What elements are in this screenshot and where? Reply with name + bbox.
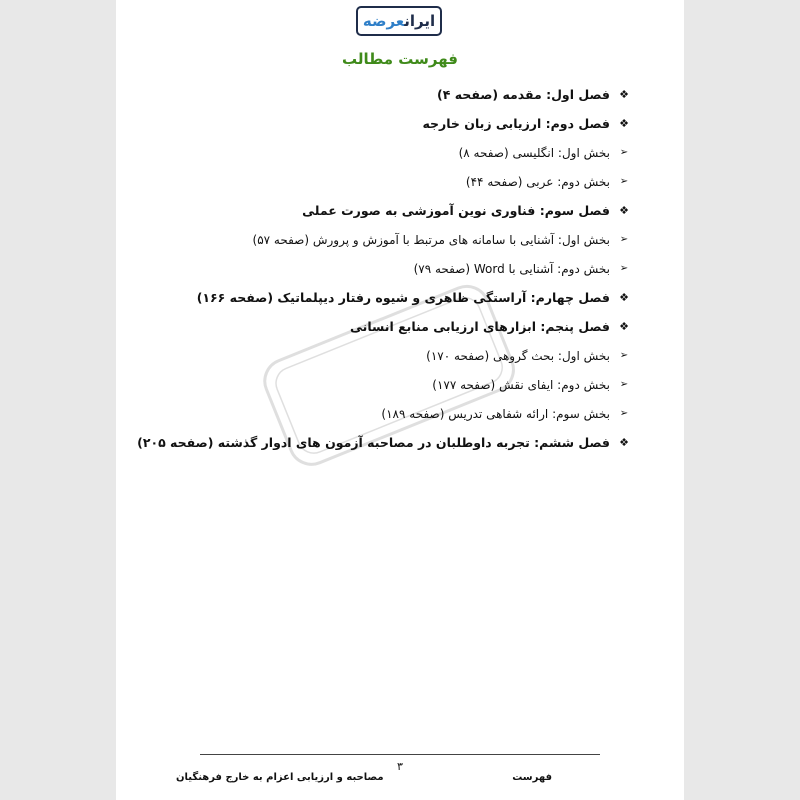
toc-item-label: بخش اول: بحث گروهی (صفحه ۱۷۰) [426, 348, 610, 363]
arrow-bullet-icon: ➢ [619, 379, 629, 390]
toc-item[interactable] [162, 312, 632, 341]
toc-item[interactable] [162, 399, 632, 428]
toc-item-label: بخش اول: انگلیسی (صفحه ۸) [458, 145, 610, 160]
arrow-bullet-icon: ➢ [619, 350, 629, 361]
toc-item[interactable] [162, 254, 632, 283]
footer-divider [200, 754, 600, 755]
toc-item[interactable] [162, 225, 632, 254]
toc-item[interactable] [162, 283, 632, 312]
toc-item-label: فصل سوم: فناوری نوین آموزشی به صورت عملی [302, 203, 610, 218]
toc-item-label: فصل پنجم: ابزارهای ارزیابی منابع انسانی [350, 319, 610, 334]
toc-item-label: فصل ششم: تجربه داوطلبان در مصاحبه آزمون های ادوار گذشته (صفحه ۲۰۵) [137, 435, 610, 450]
toc-item-label: فصل اول: مقدمه (صفحه ۴) [437, 87, 610, 102]
toc-item-label: بخش دوم: ایفای نقش (صفحه ۱۷۷) [432, 377, 610, 392]
toc-item-label: بخش دوم: آشنایی با Word (صفحه ۷۹) [413, 261, 610, 276]
document-page [116, 0, 684, 800]
diamond-bullet-icon: ❖ [619, 117, 629, 130]
toc-item[interactable] [162, 341, 632, 370]
page-number: ۳ [397, 760, 403, 773]
toc-item-label: بخش سوم: ارائه شفاهی تدریس (صفحه ۱۸۹) [381, 406, 610, 421]
diamond-bullet-icon: ❖ [619, 320, 629, 333]
diamond-bullet-icon: ❖ [619, 204, 629, 217]
toc-item-label: فصل چهارم: آراستگی ظاهری و شیوه رفتار دیپلماتیک (صفحه ۱۶۶) [196, 290, 610, 305]
table-of-contents [137, 80, 632, 457]
site-logo [356, 6, 442, 36]
logo-text: ایرانعرضه [362, 12, 436, 30]
diamond-bullet-icon: ❖ [619, 291, 629, 304]
toc-item[interactable] [137, 428, 632, 457]
toc-item[interactable] [162, 80, 632, 109]
arrow-bullet-icon: ➢ [619, 234, 629, 245]
diamond-bullet-icon: ❖ [619, 436, 629, 449]
arrow-bullet-icon: ➢ [619, 408, 629, 419]
toc-item-label: بخش اول: آشنایی با سامانه های مرتبط با آموزش و پرورش (صفحه ۵۷) [252, 232, 610, 247]
toc-item-label: فصل دوم: ارزیابی زبان خارجه [422, 116, 610, 131]
arrow-bullet-icon: ➢ [619, 176, 629, 187]
toc-item[interactable] [162, 138, 632, 167]
toc-item[interactable] [162, 196, 632, 225]
footer-book-title: مصاحبه و ارزیابی اعزام به خارج فرهنگیان [176, 772, 384, 783]
toc-item[interactable] [162, 109, 632, 138]
footer-section-title: فهرست [512, 772, 552, 783]
toc-item[interactable] [162, 167, 632, 196]
toc-item-label: بخش دوم: عربی (صفحه ۴۴) [465, 174, 610, 189]
diamond-bullet-icon: ❖ [619, 88, 629, 101]
toc-title: فهرست مطالب [342, 50, 458, 68]
toc-item[interactable] [162, 370, 632, 399]
arrow-bullet-icon: ➢ [619, 263, 629, 274]
arrow-bullet-icon: ➢ [619, 147, 629, 158]
